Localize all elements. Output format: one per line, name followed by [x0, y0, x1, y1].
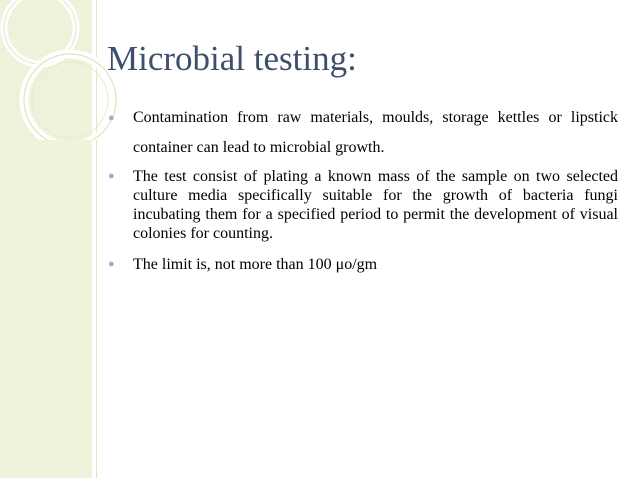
bullet-text: The test consist of plating a known mass of the sample on two selected culture media specifically suitable for the growth of bacteria fungi incubating them for a specified period to permit the development of visual colonies for counting. — [133, 168, 618, 242]
bullet-item-limit — [105, 255, 618, 274]
slide-title: Microbial testing: — [107, 39, 357, 78]
bullet-icon: ● — [108, 258, 115, 270]
bullet-icon: ● — [108, 170, 115, 182]
bullet-icon: ● — [108, 112, 115, 124]
bullet-text: Contamination from raw materials, moulds, storage kettles or lipstick container can lead to microbial growth. — [133, 109, 618, 156]
bullet-item-contamination — [105, 103, 618, 163]
bullet-text: The limit is, not more than 100 μo/gm — [133, 256, 378, 273]
bullet-list — [105, 103, 618, 274]
bullet-item-test-method — [105, 167, 618, 243]
